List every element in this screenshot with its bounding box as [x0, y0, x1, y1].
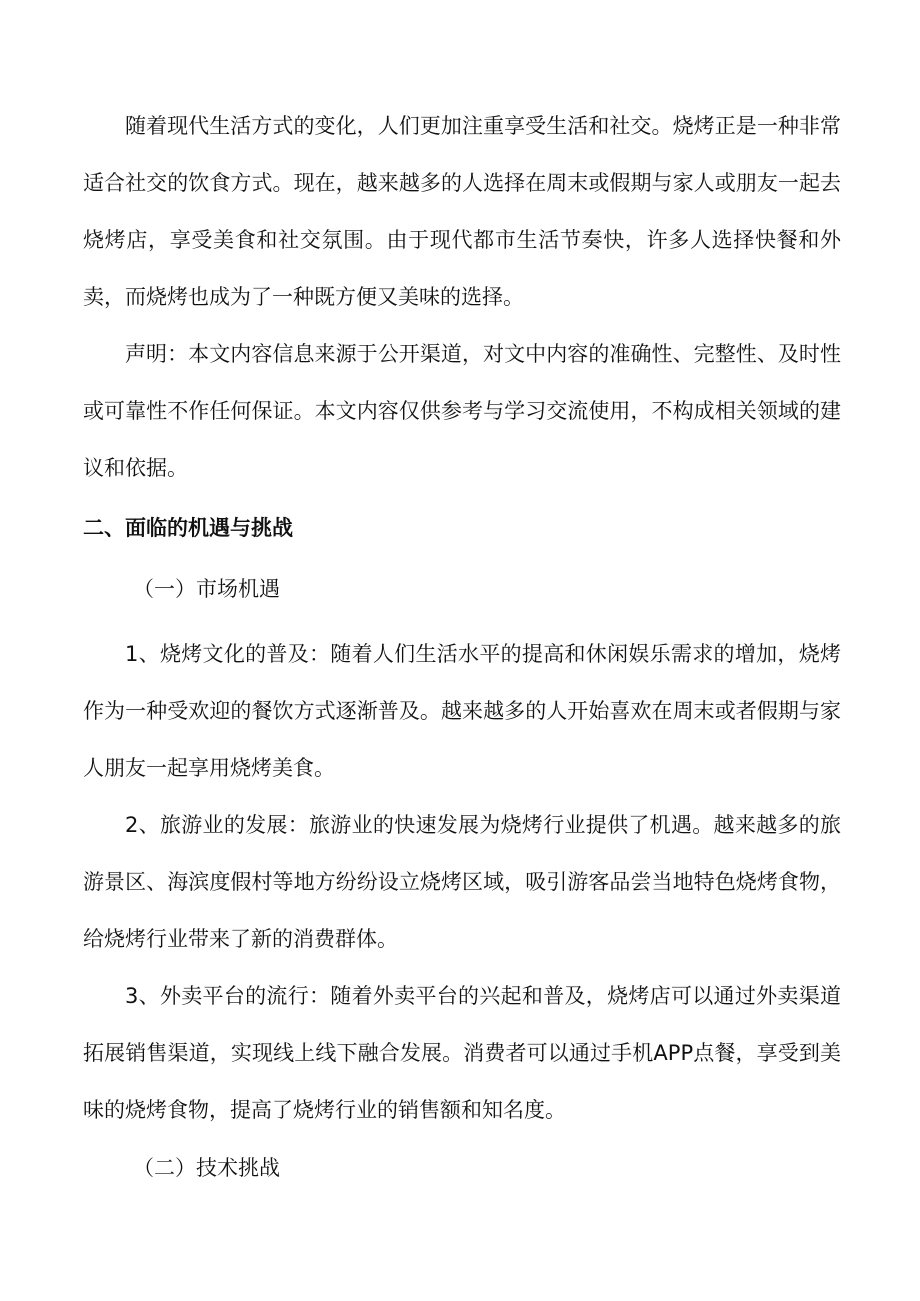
- list-item: 2、旅游业的发展：旅游业的快速发展为烧烤行业提供了机遇。越来越多的旅游景区、海滨度假村等地方纷纷设立烧烤区域，吸引游客品尝当地特色烧烤食物，给烧烤行业带来了新的消费群体。: [83, 813, 841, 951]
- list-item: 1、烧烤文化的普及：随着人们生活水平的提高和休闲娱乐需求的增加，烧烤作为一种受欢迎的餐饮方式逐渐普及。越来越多的人开始喜欢在周末或者假期与家人朋友一起享用烧烤美食。: [83, 642, 841, 780]
- section-heading: 二、面临的机遇与挑战: [83, 516, 293, 540]
- subsection-heading-challenges: （二）技术挑战: [133, 1156, 280, 1180]
- intro-paragraph: 随着现代生活方式的变化，人们更加注重享受生活和社交。烧烤正是一种非常适合社交的饮食方式。现在，越来越多的人选择在周末或假期与家人或朋友一起去烧烤店，享受美食和社交氛围。由于现代都市生活节奏快，许多人选择快餐和外卖，而烧烤也成为了一种既方便又美味的选择。: [83, 114, 841, 309]
- list-item: 3、外卖平台的流行：随着外卖平台的兴起和普及，烧烤店可以通过外卖渠道拓展销售渠道，实现线上线下融合发展。消费者可以通过手机APP点餐，享受到美味的烧烤食物，提高了烧烤行业的销售额和知名度。: [83, 984, 841, 1122]
- disclaimer-paragraph: 声明：本文内容信息来源于公开渠道，对文中内容的准确性、完整性、及时性或可靠性不作任何保证。本文内容仅供参考与学习交流使用，不构成相关领域的建议和依据。: [83, 342, 841, 480]
- subsection-heading-opportunities: （一）市场机遇: [133, 577, 280, 601]
